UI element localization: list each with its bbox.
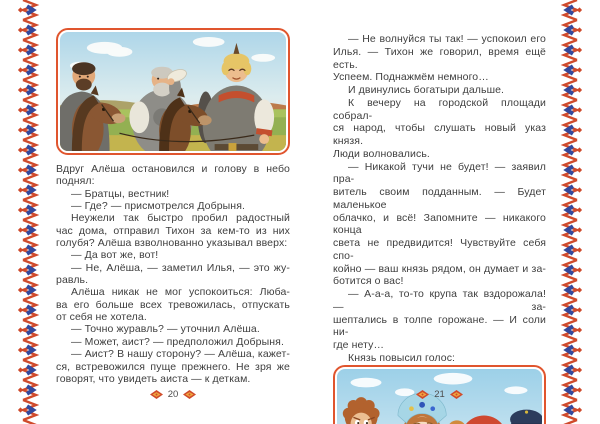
- text-line: — Где? — присмотрелся Добрыня.: [71, 200, 245, 213]
- text-line: К вечеру на городской площади собрал-: [333, 96, 546, 122]
- diamond-ornament-icon: [450, 390, 463, 399]
- text-line: ботится о вас!: [333, 275, 404, 288]
- page-number: 21: [434, 389, 445, 400]
- text-line: ва его больше всех тревожилась, отпускать: [56, 298, 290, 311]
- text-line: — Не, Алёша, — заметил Илья, — это жу-: [71, 261, 290, 274]
- text-line: — Братцы, вестник!: [71, 187, 170, 200]
- text-line: света не предвидится! Чувствуйте себя спо-: [333, 237, 546, 262]
- text-line: Вдруг Алёша остановился и голову в небо: [56, 163, 290, 175]
- text-line: — Точно журавль? — уточнил Алёша.: [71, 323, 260, 336]
- text-line: поднял:: [56, 175, 95, 188]
- text-line: ся, встревожился пуще прежнего. Не зря же: [56, 360, 290, 373]
- text-line: Неужели так быстро пробил радостный: [71, 212, 290, 225]
- page-footer-left: [56, 389, 290, 400]
- text-line: голубя? Алёша взволнованно указывал вверх:: [56, 237, 288, 250]
- text-line: — Никакой тучи не будет! — заявил пра-: [333, 160, 546, 186]
- text-line: — Аист? В нашу сторону? — Алёша, кажет-: [71, 348, 290, 361]
- diamond-ornament-icon: [150, 390, 163, 399]
- page-number: 20: [167, 389, 179, 400]
- page-left: [56, 28, 290, 385]
- text-line: койно — ваш князь рядом, он думает и за-: [333, 262, 546, 275]
- text-line: ся народ, чтобы слушать новый указ князя.: [333, 122, 546, 147]
- text-line: Князь повысил голос:: [348, 351, 456, 364]
- text-line: — Да вот же, вот!: [71, 249, 159, 262]
- text-line: Успеем. Поднажмём немного…: [333, 71, 489, 84]
- text-line: — А-а-а, то-то крупа так вздорожала! — за-: [333, 288, 546, 313]
- story-text-left: [56, 163, 290, 385]
- text-line: час дома, отправил Тихон за кем-то из них: [56, 224, 290, 237]
- text-line: Алёша никак не мог успокоиться: Люба-: [71, 286, 290, 299]
- page-right: [333, 33, 546, 424]
- text-line: — Не волнуйся ты так! — успокоил его: [348, 33, 546, 45]
- text-line: говорят, что увидеть аиста — к деткам.: [56, 372, 251, 385]
- text-line: от себя не хотела.: [56, 311, 147, 324]
- text-line: И двинулись богатыри дальше.: [348, 84, 505, 96]
- page-footer-right: [333, 389, 546, 400]
- text-line: витель своим подданным. — Будет маленькое: [333, 186, 546, 211]
- right-border-zigzag-ornament-icon: [557, 0, 583, 424]
- illustration-three-bogatyrs: [56, 28, 290, 155]
- diamond-ornament-icon: [183, 390, 196, 399]
- text-line: — Может, аист? — предположил Добрыня.: [71, 335, 284, 348]
- text-line: равль.: [56, 274, 89, 287]
- text-line: облачко, и всё! Запомните — никакого конца: [333, 211, 546, 237]
- left-border-zigzag-ornament-icon: [17, 0, 43, 424]
- text-line: Илья. — Тихон же говорил, время ещё есть.: [333, 45, 546, 71]
- story-text-right: [333, 33, 546, 365]
- text-line: шептались в толпе горожане. — И соли ни-: [333, 313, 546, 339]
- diamond-ornament-icon: [416, 390, 429, 399]
- text-line: Люди волновались.: [333, 147, 430, 160]
- text-line: где нету…: [333, 339, 385, 351]
